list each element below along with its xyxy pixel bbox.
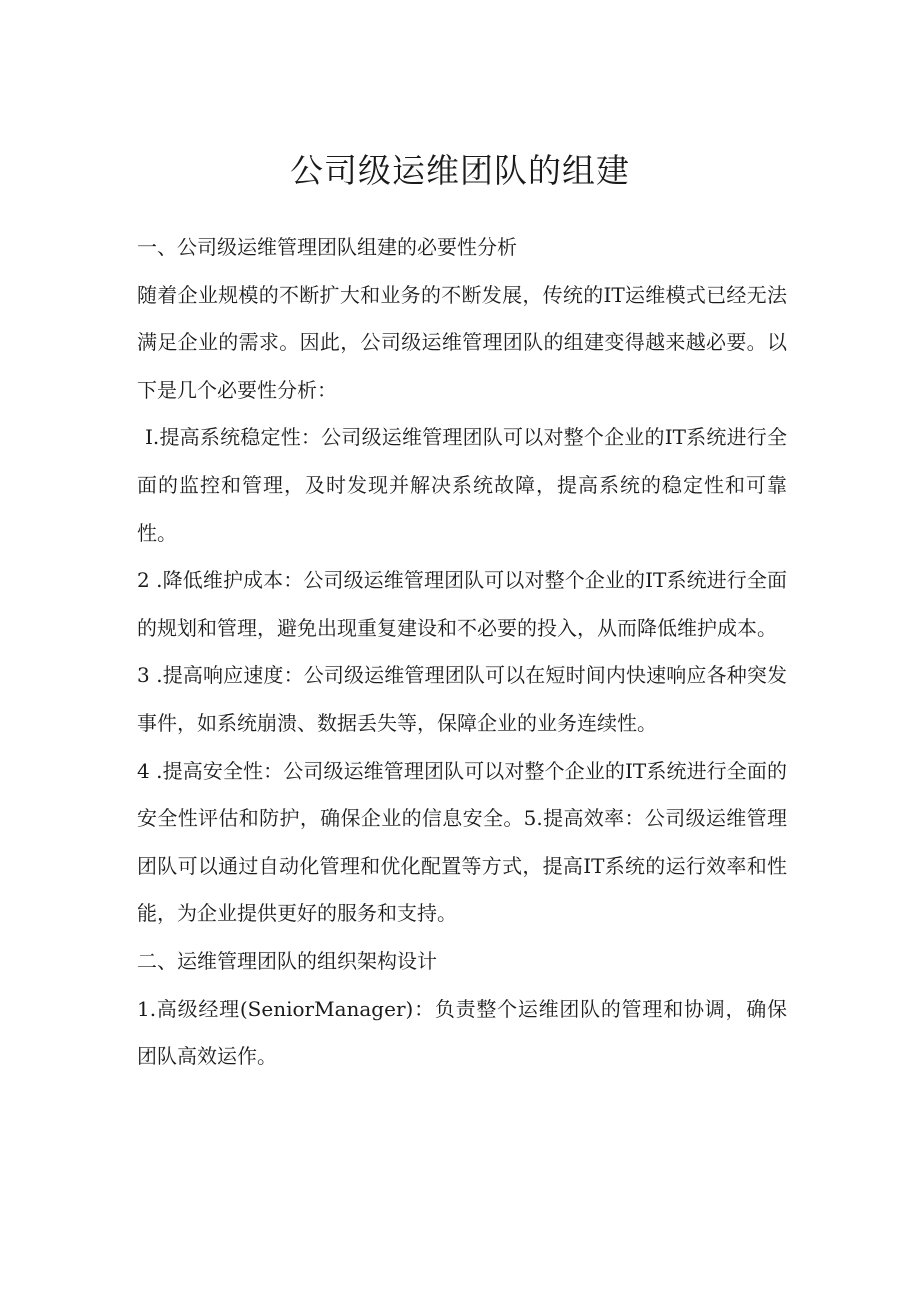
point-cost: 2 .降低维护成本：公司级运维管理团队可以对整个企业的IT系统进行全面的规划和管理，避免出现重复建设和不必要的投入，从而降低维护成本。 [137,568,787,640]
section-heading-necessity: 一、公司级运维管理团队组建的必要性分析 [137,235,517,259]
role-senior-manager: 1.高级经理(SeniorManager)：负责整个运维团队的管理和协调，确保团队高效运作。 [137,996,787,1069]
section-heading-structure: 二、运维管理团队的组织架构设计 [137,948,437,973]
point-stability: I.提高系统稳定性：公司级运维管理团队可以对整个企业的IT系统进行全面的监控和管理，及时发现并解决系统故障，提高系统的稳定性和可靠性。 [137,425,787,545]
point-response: 3 .提高响应速度：公司级运维管理团队可以在短时间内快速响应各种突发事件，如系统崩溃、数据丢失等，保障企业的业务连续性。 [137,663,787,735]
document-title: 公司级运维团队的组建 [290,151,630,190]
document-body [137,224,787,1081]
point-security-efficiency: 4 .提高安全性：公司级运维管理团队可以对整个企业的IT系统进行全面的安全性评估和防护，确保企业的信息安全。5.提高效率：公司级运维管理团队可以通过自动化管理和优化配置等方式，提高IT系统的运行效率和性能，为企业提供更好的服务和支持。 [137,758,787,926]
intro-paragraph: 随着企业规模的不断扩大和业务的不断发展，传统的IT运维模式已经无法满足企业的需求。因此，公司级运维管理团队的组建变得越来越必要。以下是几个必要性分析： [137,282,787,402]
